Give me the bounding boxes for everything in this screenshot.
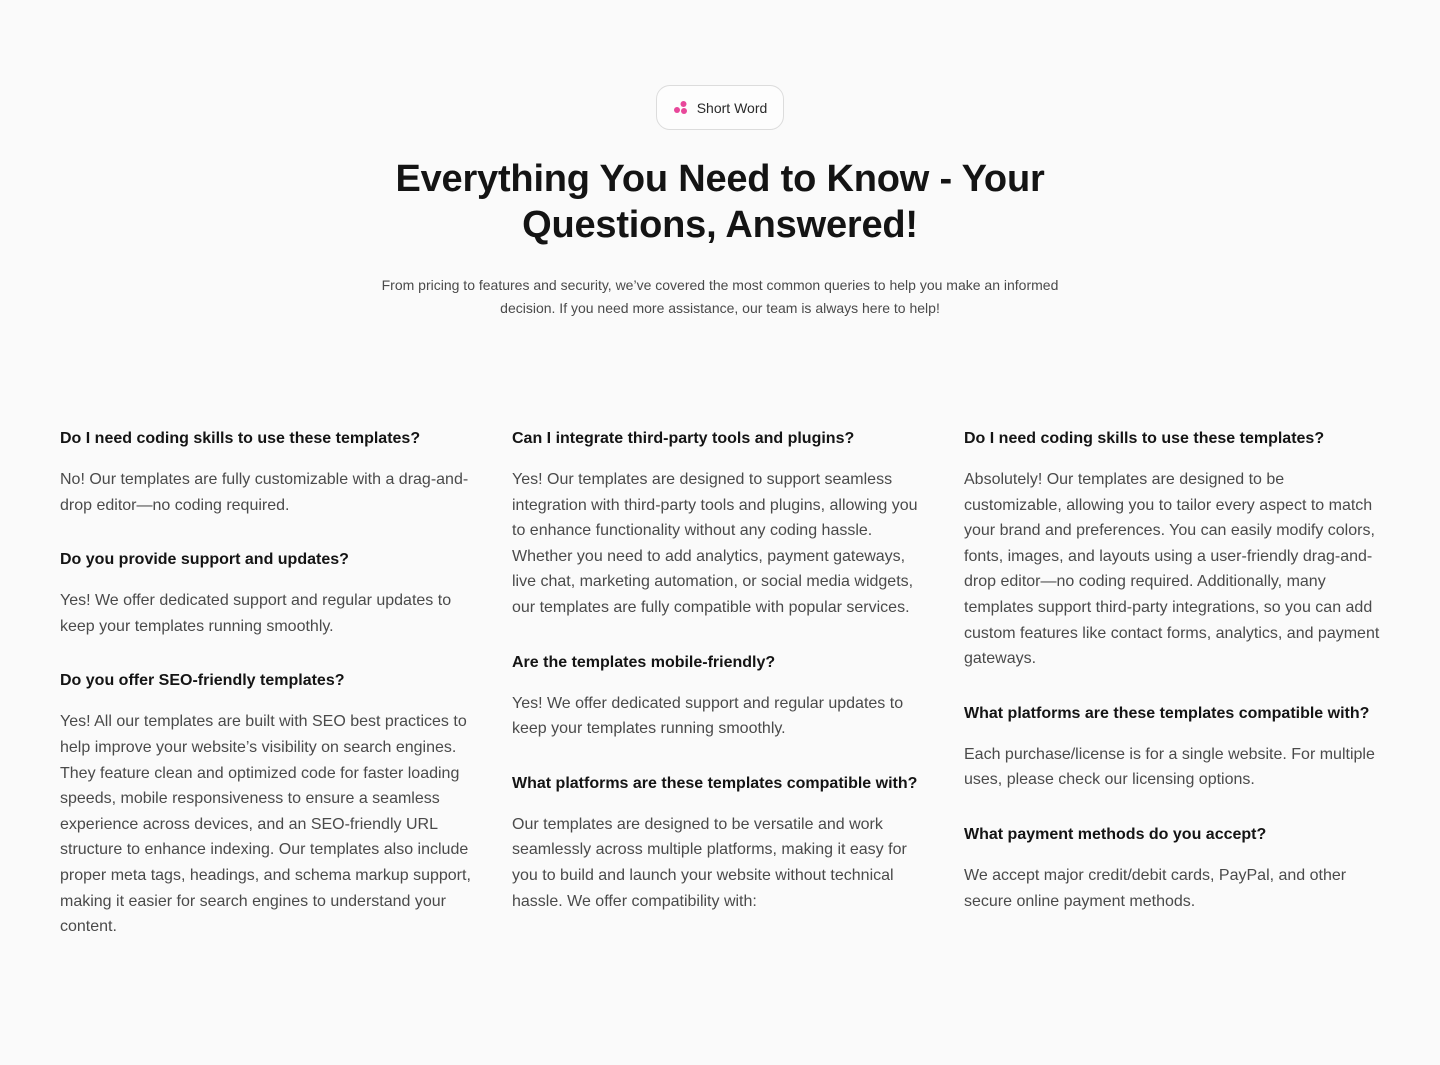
faq-column-3	[964, 427, 1380, 970]
faq-question: Do you offer SEO-friendly templates?	[60, 672, 345, 690]
faq-item	[964, 702, 1380, 793]
faq-question: What payment methods do you accept?	[964, 825, 1267, 843]
faq-answer: No! Our templates are fully customizable with a drag-and-drop editor—no coding required.	[60, 471, 469, 514]
dots-cluster-icon	[673, 100, 689, 116]
faq-question: What platforms are these templates compatible with?	[964, 704, 1370, 722]
faq-question: Are the templates mobile-friendly?	[512, 653, 776, 671]
faq-answer: Each purchase/license is for a single website. For multiple uses, please check our licensing options.	[964, 745, 1375, 789]
faq-answer: Yes! All our templates are built with SEO best practices to help improve your website’s visibility on search engines. They feature clean and optimized code for faster loading speeds, mobile responsiveness to ensure a seamless experience across devices, and an SEO-friendly URL structure to enhance indexing. Our templates also include proper meta tags, headings, and schema markup support, making it easier for search engines to understand your content.	[60, 713, 471, 936]
faq-answer: Absolutely! Our templates are designed to be customizable, allowing you to tailor every aspect to match your brand and preferences. You can easily modify colors, fonts, images, and layouts using a user-friendly drag-and-drop editor—no coding required. Additionally, many templates support third-party integrations, so you can add custom features like contact forms, analytics, and payment gateways.	[964, 471, 1380, 668]
faq-item	[512, 427, 928, 621]
faq-item	[512, 651, 928, 742]
faq-answer: Yes! We offer dedicated support and regular updates to keep your templates running smoothly.	[512, 694, 904, 738]
faq-answer: We accept major credit/debit cards, PayPal, and other secure online payment methods.	[964, 866, 1347, 910]
faq-item	[512, 772, 928, 914]
faq-answer: Yes! Our templates are designed to support seamless integration with third-party tools and plugins, allowing you to enhance functionality without any coding hassle. Whether you need to add analytics, payment gateways, live chat, marketing automation, or social media widgets, our templates are fully compatible with popular services.	[512, 471, 918, 616]
faq-question: What platforms are these templates compatible with?	[512, 774, 918, 792]
faq-question: Do you provide support and updates?	[60, 551, 349, 569]
page-subtitle: From pricing to features and security, we’ve covered the most common queries to help you make an informed decision. If you need more assistance, our team is always here to help!	[381, 277, 1059, 316]
faq-question: Can I integrate third-party tools and plugins?	[512, 430, 855, 447]
faq-answer: Our templates are designed to be versatile and work seamlessly across multiple platforms, making it easy for you to build and launch your website without technical hassle. We offer compatibility with:	[512, 815, 907, 910]
faq-question: Do I need coding skills to use these templates?	[60, 430, 421, 447]
faq-answer: Yes! We offer dedicated support and regular updates to keep your templates running smoothly.	[60, 592, 452, 635]
section-badge	[656, 85, 785, 130]
faq-column-2	[512, 427, 928, 970]
faq-question: Do I need coding skills to use these templates?	[964, 430, 1325, 447]
faq-hero	[0, 85, 1440, 320]
faq-item	[60, 427, 476, 518]
badge-label: Short Word	[696, 99, 768, 116]
faq-item	[60, 548, 476, 639]
faq-column-1	[60, 427, 476, 970]
faq-item	[964, 823, 1380, 914]
faq-item	[60, 669, 476, 939]
faq-grid	[60, 427, 1380, 970]
page-title: Everything You Need to Know - Your Questions, Answered!	[395, 158, 1045, 246]
faq-item	[964, 427, 1380, 672]
